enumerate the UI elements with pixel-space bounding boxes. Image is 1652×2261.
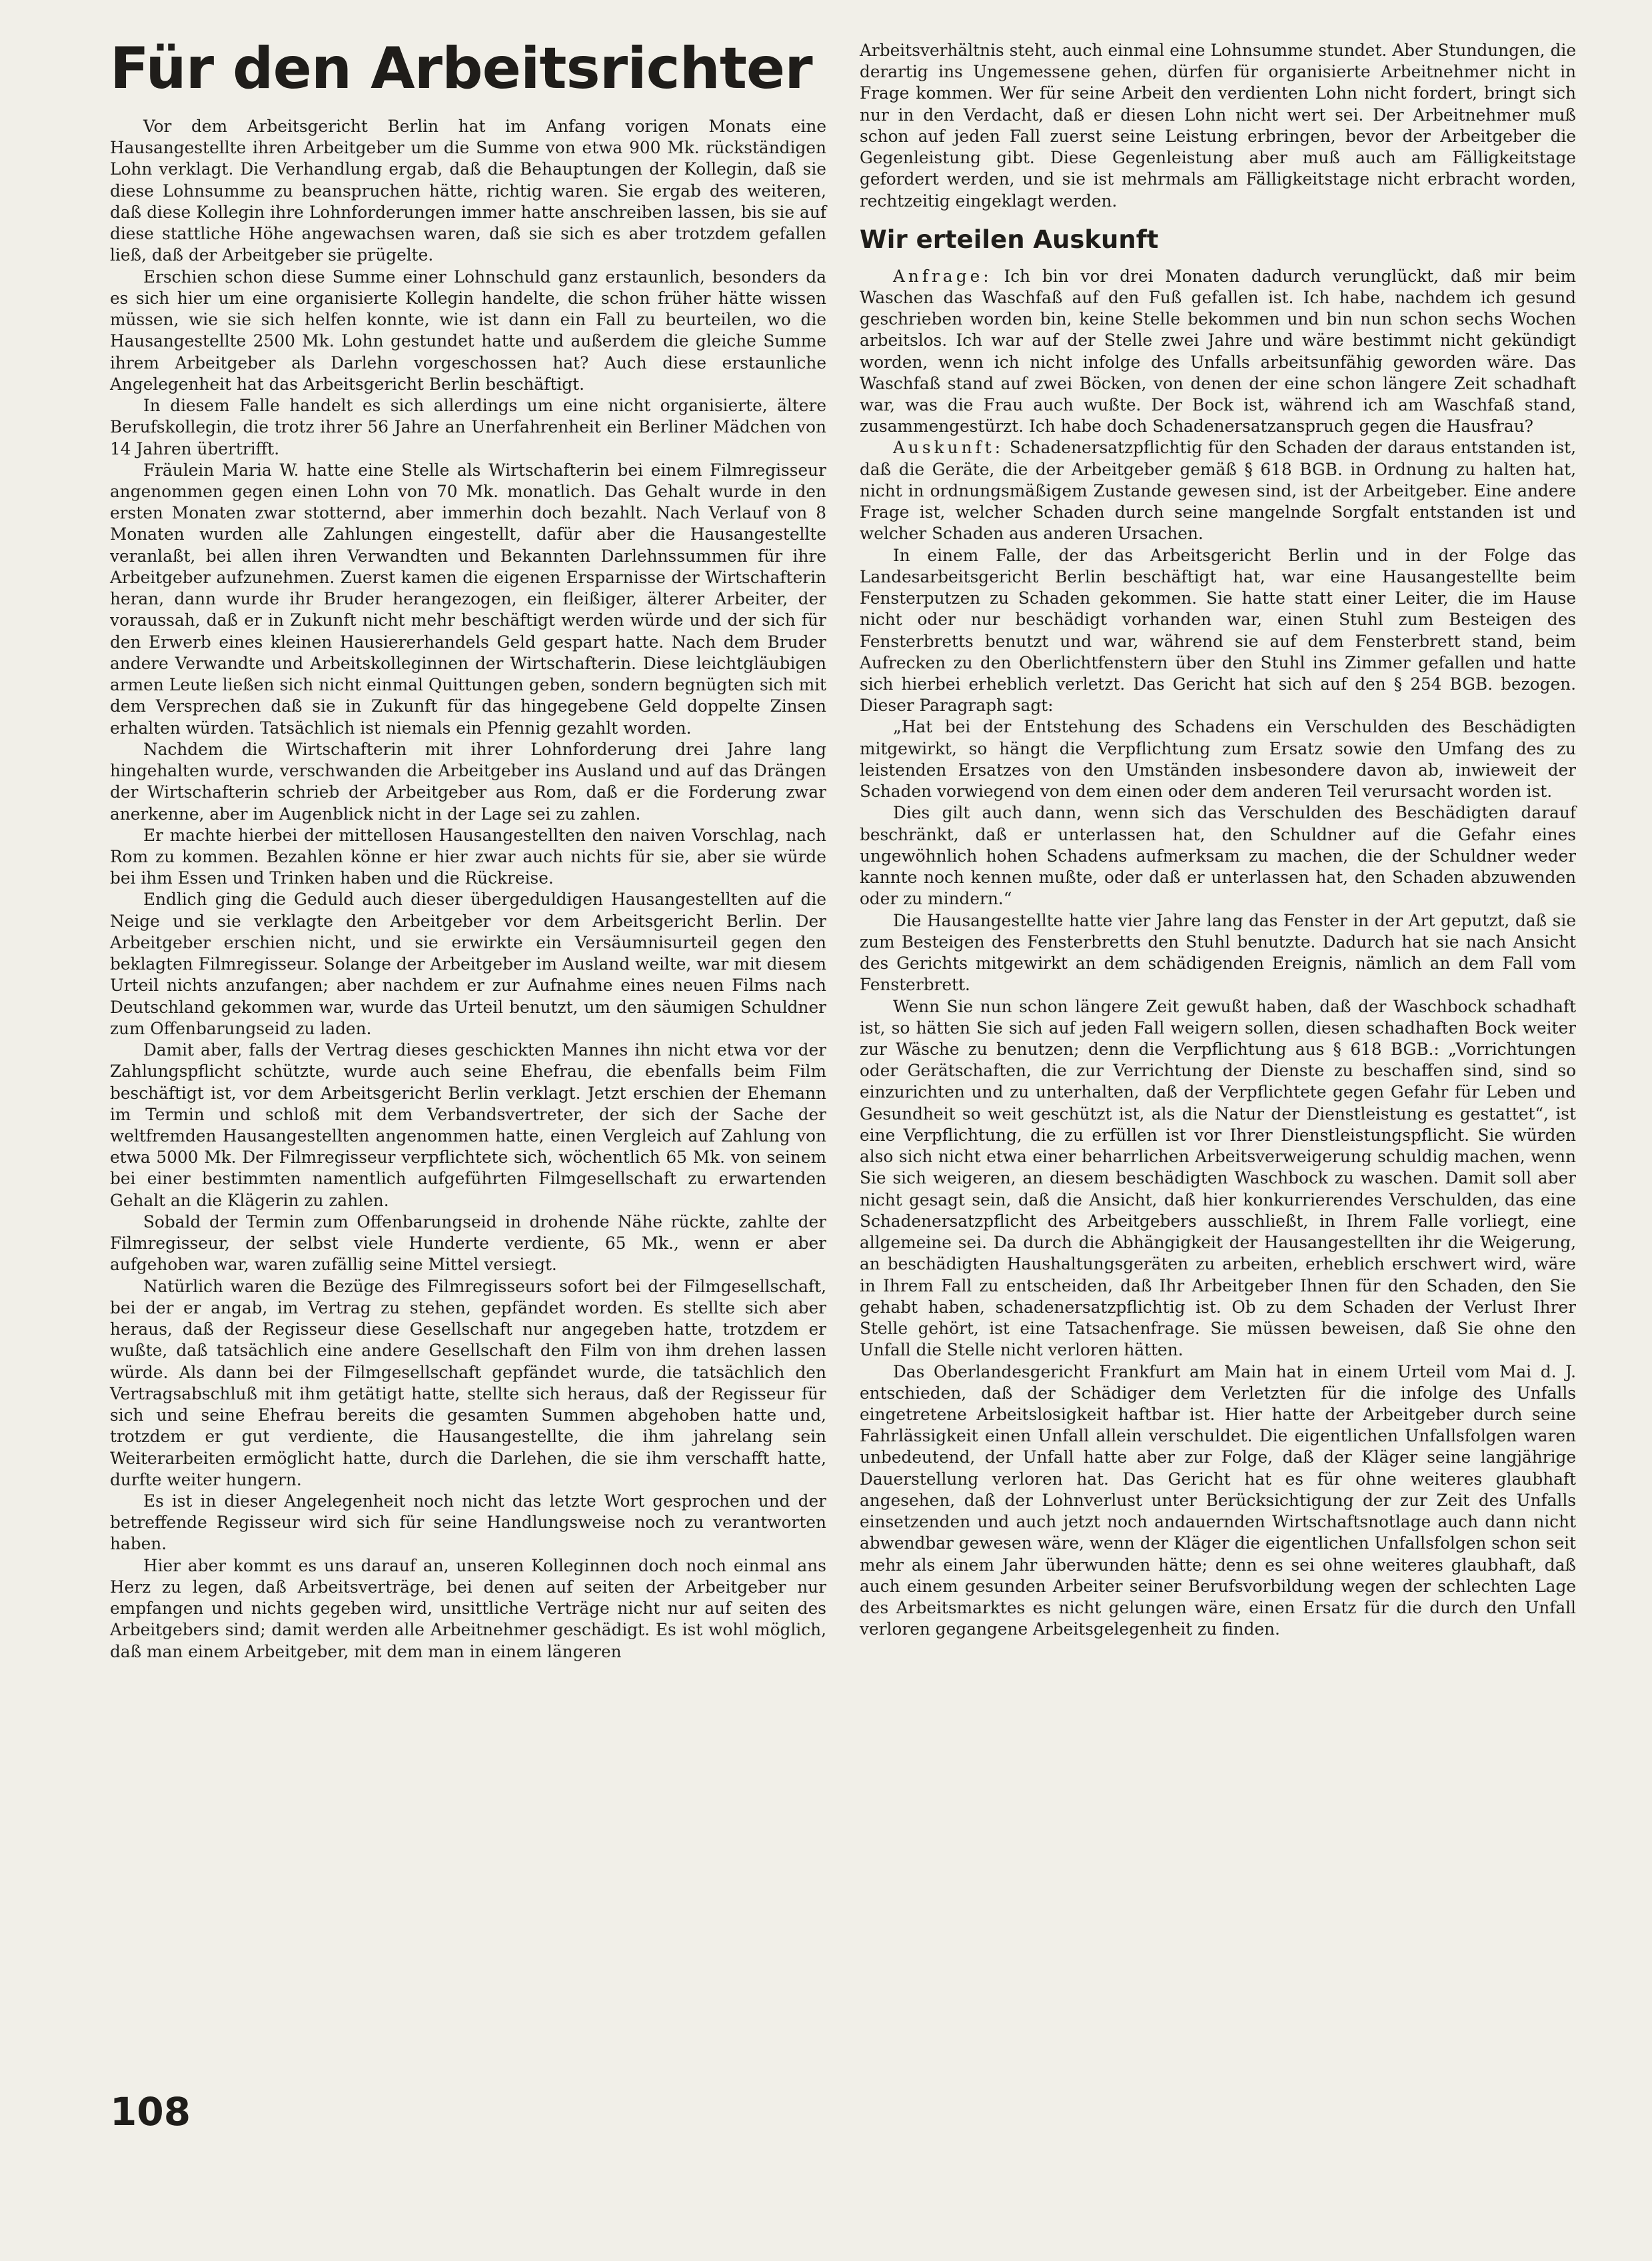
- law-quote: „Hat bei der Entstehung des Schadens ein Verschulden des Beschädigten mitgewirkt, so hängt die Verpflichtung zum Ersatz sowie den Umfang des zu leistenden Ersatzes von den Umständen insbesondere davon ab, inwieweit der Schaden vorwiegend von dem einen oder dem anderen Teil verursacht worden ist.: [860, 717, 1576, 802]
- page-number: 108: [110, 2089, 191, 2134]
- article-paragraph: Endlich ging die Geduld auch dieser übergeduldigen Hausangestellten auf die Neige und sie verklagte den Arbeitgeber vor dem Arbeitsgericht Berlin. Der Arbeitgeber erschien nicht, und sie erwirkte ein Versäumnisurteil gegen den beklagten Filmregisseur. Solange der Arbeitgeber im Ausland weilte, war mit diesem Urteil nichts anzufangen; aber nachdem er zur Aufnahme eines neuen Films nach Deutschland gekommen war, wurde das Urteil benutzt, um den säumigen Schuldner zum Offenbarungseid zu laden.: [110, 890, 826, 1038]
- article-paragraph: Sobald der Termin zum Offenbarungseid in drohende Nähe rückte, zahlte der Filmregisseur, der selbst viele Hunderte verdiente, 65 Mk., wenn er aber aufgehoben war, waren zufällig seine Mittel versiegt.: [110, 1211, 826, 1275]
- left-column: [110, 35, 826, 1663]
- answer-paragraph: Das Oberlandesgericht Frankfurt am Main hat in einem Urteil vom Mai d. J. entschieden, daß der Schädiger dem Verletzten für die infolge des Unfalls eingetretene Arbeitslosigkeit haftbar ist. Hier hatte der Arbeitgeber durch seine Fahrlässigkeit einen Unfall allein verschuldet. Die eigentlichen Unfallsfolgen waren unbedeutend, der Unfall hatte aber zur Folge, daß der Kläger seine langjährige Dauerstellung verloren hat. Das Gericht hat es für ohne weiteres glaubhaft angesehen, daß der Lohnverlust unter Berücksichtigung der zur Zeit des Unfalls einsetzenden und auch jetzt noch andauernden Wirtschaftsnotlage auch dann nicht abwendbar gewesen wäre, wenn der Kläger die eigentlichen Unfallsfolgen schon seit mehr als einem Jahr überwunden hätte; denn es sei ohne weiteres glaubhaft, daß auch einem gesunden Arbeiter seiner Berufsvorbildung wegen der schlechten Lage des Arbeitsmarktes es nicht gelungen wäre, einen Ersatz für die durch den Unfall verloren gegangene Arbeitsgelegenheit zu finden.: [860, 1361, 1576, 1639]
- article-paragraph: In diesem Falle handelt es sich allerdings um eine nicht organisierte, ältere Berufskollegin, die trotz ihrer 56 Jahre an Unerfahrenheit ein Berliner Mädchen von 14 Jahren übertrifft.: [110, 396, 826, 458]
- right-column: [860, 40, 1576, 1641]
- answer-paragraph: Wenn Sie nun schon längere Zeit gewußt haben, daß der Waschbock schadhaft ist, so hätten Sie sich auf jeden Fall weigern sollen, diesen schadhaften Bock weiter zur Wäsche zu benutzen; denn die Verpflichtung aus § 618 BGB.: „Vorrichtungen oder Gerätschaften, die zur Verrichtung der Dienste zu beschaffen sind, sind so einzurichten und zu unterhalten, daß der Verpflichtete gegen Gefahr für Leben und Gesundheit so weit geschützt ist, als die Natur der Dienstleistung es gestattet“, ist eine Verpflichtung, die zu erfüllen ist vor Ihrer Dienstleistungspflicht. Sie würden also sich nicht etwa einer beharrlichen Arbeitsverweigerung schuldig machen, wenn Sie sich weigeren, an diesem beschädigten Waschbock zu waschen. Damit soll aber nicht gesagt sein, daß die Ansicht, daß hier konkurrierendes Verschulden, das eine Schadenersatzpflicht des Arbeitgebers ausschließt, in Ihrem Falle vorliegt, eine allgemeine sei. Da durch die Abhängigkeit der Hausangestellten ihr die Weigerung, an beschädigten Haushaltungsgeräten zu arbeiten, erheblich erschwert wird, wäre in Ihrem Fall zu entscheiden, daß Ihr Arbeitgeber Ihnen für den Schaden, den Sie gehabt haben, schadenersatzpflichtig ist. Ob zu dem Schaden der Verlust Ihrer Stelle gehört, ist eine Tatsachenfrage. Sie müssen beweisen, daß Sie ohne den Unfall die Stelle nicht verloren hätten.: [860, 996, 1576, 1360]
- section-title: Wir erteilen Auskunft: [860, 225, 1159, 254]
- article-paragraph: Natürlich waren die Bezüge des Filmregisseurs sofort bei der Filmgesellschaft, bei der er angab, im Vertrag zu stehen, gepfändet worden. Es stellte sich aber heraus, daß der Regisseur diese Gesellschaft nur angegeben hatte, trotzdem er wußte, daß tatsächlich eine andere Gesellschaft den Film von ihm drehen lassen würde. Als dann bei der Filmgesellschaft gepfändet wurde, die tatsächlich den Vertragsabschluß mit ihm getätigt hatte, stellte sich heraus, daß der Regisseur für sich und seine Ehefrau bereits die gesamten Summen abgehoben hatte und, trotzdem er gut verdiente, die Hausangestellte, die ihm jahrelang sein Weiterarbeiten ermöglicht hatte, durch die Darlehen, die sie ihm verschafft hatte, durfte weiter hungern.: [110, 1276, 826, 1489]
- question-text: Ich bin vor drei Monaten dadurch verunglückt, daß mir beim Waschen das Waschfaß auf den Fuß gefallen ist. Ich habe, nachdem ich gesund geschrieben worden bin, keine Stelle bekommen und bin nun schon sechs Wochen arbeitslos. Ich war auf der Stelle zwei Jahre und wäre bestimmt nicht gekündigt worden, wenn ich nicht infolge des Unfalls arbeitsunfähig geworden wäre. Das Waschfaß stand auf zwei Böcken, von denen der eine schon längere Zeit schadhaft war, was die Frau auch wußte. Der Bock ist, während ich am Waschfaß stand, zusammengestürzt. Ich habe doch Schadenersatzanspruch gegen die Hausfrau?: [860, 266, 1576, 436]
- question-paragraph: [860, 266, 1576, 438]
- article-paragraph: Damit aber, falls der Vertrag dieses geschickten Mannes ihn nicht etwa vor der Zahlungspflicht schützte, wurde auch seine Ehefrau, die ebenfalls beim Film beschäftigt ist, vor dem Arbeitsgericht Berlin verklagt. Jetzt erschien der Ehemann im Termin und schloß mit dem Verbandsvertreter, der sich der Sache der weltfremden Hausangestellten angenommen hatte, einen Vergleich auf Zahlung von etwa 5000 Mk. Der Filmregisseur verpflichtete sich, wöchentlich 65 Mk. von seinem bei einer bestimmten namentlich aufgeführten Filmgesellschaft zu erwartenden Gehalt an die Klägerin zu zahlen.: [110, 1040, 826, 1210]
- article-title: Für den Arbeitsrichter: [110, 35, 812, 102]
- article-paragraph: Vor dem Arbeitsgericht Berlin hat im Anfang vorigen Monats eine Hausangestellte ihren Arbeitgeber um die Summe von etwa 900 Mk. rückständigen Lohn verklagt. Die Verhandlung ergab, daß die Behauptungen der Kollegin, daß sie diese Lohnsumme zu beanspruchen hätte, richtig waren. Sie ergab des weiteren, daß diese Kollegin ihre Lohnforderungen immer hatte anschreiben lassen, bis sie auf diese stattliche Höhe angewachsen waren, daß sie sich es aber trotzdem gefallen ließ, daß der Arbeitgeber sie prügelte.: [110, 117, 826, 265]
- answer-paragraph: [860, 437, 1576, 544]
- answer-paragraph: In einem Falle, der das Arbeitsgericht Berlin und in der Folge das Landesarbeitsgericht Berlin beschäftigt hat, war eine Hausangestellte beim Fensterputzen zu Schaden gekommen. Sie hatte statt einer Leiter, die im Hause nicht oder nur beschädigt vorhanden war, einen Stuhl zum Besteigen des Fensterbretts benutzt und war, während sie auf dem Fensterbrett stand, beim Aufrecken zu den Oberlichtfenstern über den Stuhl ins Zimmer gefallen und hatte sich hierbei erheblich verletzt. Das Gericht hat sich auf den § 254 BGB. bezogen. Dieser Paragraph sagt:: [860, 545, 1576, 716]
- article-paragraph: Es ist in dieser Angelegenheit noch nicht das letzte Wort gesprochen und der betreffende Regisseur wird sich für seine Handlungsweise noch zu verantworten haben.: [110, 1491, 826, 1554]
- article-paragraph: Nachdem die Wirtschafterin mit ihrer Lohnforderung drei Jahre lang hingehalten wurde, verschwanden die Arbeitgeber ins Ausland und auf das Drängen der Wirtschafterin schrieb der Arbeitgeber aus Rom, daß er die Forderung zwar anerkenne, aber im Augenblick nicht in der Lage sei zu zahlen.: [110, 739, 826, 824]
- article-paragraph: Hier aber kommt es uns darauf an, unseren Kolleginnen doch noch einmal ans Herz zu legen, daß Arbeitsverträge, bei denen auf seiten der Arbeitgeber nur empfangen und nichts gegeben wird, unsittliche Verträge nicht nur auf seiten des Arbeitgebers sind; damit werden alle Arbeitnehmer geschädigt. Es ist wohl möglich, daß man einem Arbeitgeber, mit dem man in einem längeren: [110, 1555, 826, 1661]
- law-quote: Dies gilt auch dann, wenn sich das Verschulden des Beschädigten darauf beschränkt, daß er unterlassen hat, den Schuldner auf die Gefahr eines ungewöhnlich hohen Schadens aufmerksam zu machen, die der Schuldner weder kannte noch kennen mußte, oder daß er unterlassen hat, den Schaden abzuwenden oder zu mindern.“: [860, 803, 1576, 909]
- article-paragraph-continued: Arbeitsverhältnis steht, auch einmal eine Lohnsumme stundet. Aber Stundungen, die derartig ins Ungemessene gehen, dürfen für organisierte Arbeitnehmer nicht in Frage kommen. Wer für seine Arbeit den verdienten Lohn nicht fordert, bringt sich nur in den Verdacht, daß er diesen Lohn nicht wert sei. Der Arbeitnehmer muß schon auf jeden Fall zuerst seine Leistung erbringen, bevor der Arbeitgeber die Gegenleistung gibt. Diese Gegenleistung aber muß auch am Fälligkeitstage gefordert werden, und sie ist mehrmals am Fälligkeitstage nicht erbracht worden, rechtzeitig eingeklagt werden.: [860, 41, 1576, 211]
- article-paragraph: Er machte hierbei der mittellosen Hausangestellten den naiven Vorschlag, nach Rom zu kommen. Bezahlen könne er hier zwar auch nichts für sie, aber sie würde bei ihm Essen und Trinken haben und die Rückreise.: [110, 825, 826, 888]
- article-paragraph: Erschien schon diese Summe einer Lohnschuld ganz erstaunlich, besonders da es sich hier um eine organisierte Kollegin handelte, die schon früher hätte wissen müssen, wie sie sich helfen konnte, wie ist dann ein Fall zu beurteilen, wo die Hausangestellte 2500 Mk. Lohn gestundet hatte und außerdem die gleiche Summe ihrem Arbeitgeber als Darlehn vorgeschossen hat? Auch diese erstaunliche Angelegenheit hat das Arbeitsgericht Berlin beschäftigt.: [110, 267, 826, 394]
- answer-paragraph: Die Hausangestellte hatte vier Jahre lang das Fenster in der Art geputzt, daß sie zum Besteigen des Fensterbretts den Stuhl benutzte. Dadurch hat sie nach Ansicht des Gerichts mitgewirkt an dem schädigenden Ereignis, nämlich an dem Fall vom Fensterbrett.: [860, 910, 1576, 995]
- answer-text: Schadenersatzpflichtig für den Schaden der daraus entstanden ist, daß die Geräte, die der Arbeitgeber gemäß § 618 BGB. in Ordnung zu halten hat, nicht in ordnungsmäßigem Zustande gewesen sind, ist der Arbeitgeber. Eine andere Frage ist, welcher Schaden durch seine mangelnde Sorgfalt entstanden ist und welcher Schaden aus anderen Ursachen.: [860, 438, 1576, 544]
- article-paragraph: Fräulein Maria W. hatte eine Stelle als Wirtschafterin bei einem Filmregisseur angenommen gegen einen Lohn von 70 Mk. monatlich. Das Gehalt wurde in den ersten Monaten zwar stotternd, aber immerhin doch bezahlt. Nach Verlauf von 8 Monaten wurden alle Zahlungen eingestellt, dafür aber die Hausangestellte veranlaßt, bei allen ihren Verwandten und Bekannten Darlehnssummen für ihre Arbeitgeber aufzunehmen. Zuerst kamen die eigenen Ersparnisse der Wirtschafterin heran, dann wurde ihr Bruder herangezogen, ein fleißiger, älterer Arbeiter, der voraussah, daß er in Zukunft nicht mehr beschäftigt werden würde und der sich für den Erwerb eines kleinen Hausiererhandels Geld gespart hatte. Nach dem Bruder andere Verwandte und Arbeitskolleginnen der Wirtschafterin. Diese leichtgläubigen armen Leute ließen sich nicht einmal Quittungen geben, sondern begnügten sich mit dem Versprechen daß sie in Zukunft für das hingegebene Geld doppelte Zinsen erhalten würden. Tatsächlich ist niemals ein Pfennig gezahlt worden.: [110, 460, 826, 738]
- answer-label: Auskunft:: [893, 438, 1004, 458]
- question-label: Anfrage:: [893, 266, 992, 286]
